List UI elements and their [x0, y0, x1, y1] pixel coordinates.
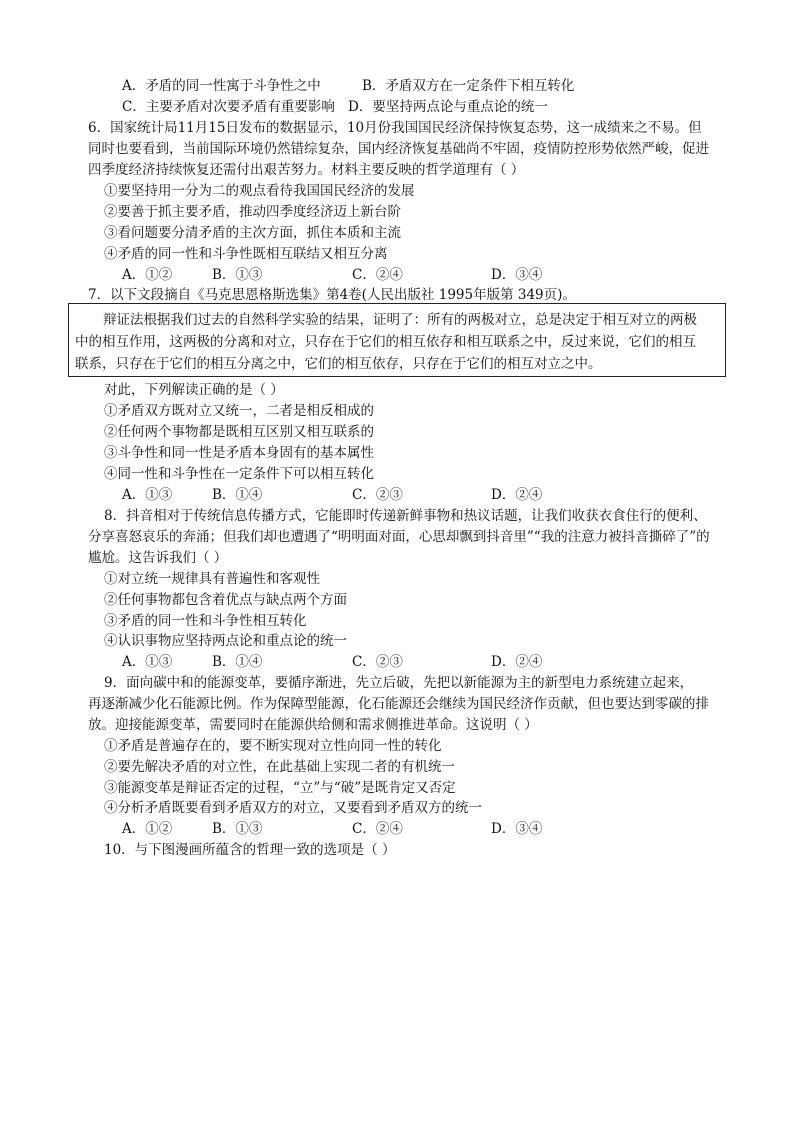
q9-line-3: 放。迎接能源变革，需要同时在能源供给侧和需求侧推进革命。这说明（ ）	[88, 717, 538, 733]
q9-option-c: C．②④	[352, 821, 403, 837]
q7-quote-line-2: 中的相互作用，这两极的分离和对立，只存在于它们的相互依存和相互联系之中，反过来说，它们的相互	[75, 334, 696, 350]
q9-item-2: ②要先解决矛盾的对立性，在此基础上实现二者的有机统一	[104, 759, 455, 775]
q9-option-d: D．③④	[491, 821, 543, 837]
q5-option-b: B．矛盾双方在一定条件下相互转化	[362, 78, 575, 94]
q7-option-b: B．①④	[212, 487, 263, 503]
q7-quote-box	[68, 303, 726, 377]
q7-intro: 7．以下文段摘自《马克思恩格斯选集》第4卷(人民出版社 1995年版第 349页)。	[88, 287, 576, 303]
q6-line-2: 同时也要看到，当前国际环境仍然错综复杂，国内经济恢复基础尚不牢固，疫情防控形势依然严峻，促进	[88, 141, 709, 157]
q6-item-4: ④矛盾的同一性和斗争性既相互联结又相互分离	[104, 246, 388, 262]
q9-line-2: 再逐渐减少化石能源比例。作为保障型能源，化石能源还会继续为国民经济作贡献，但也要达到零碳的排	[88, 696, 709, 712]
q9-option-b: B．①③	[212, 821, 263, 837]
q7-item-4: ④同一性和斗争性在一定条件下可以相互转化	[104, 466, 374, 482]
q8-item-4: ④认识事物应坚持两点论和重点论的统一	[104, 633, 347, 649]
q8-item-1: ①对立统一规律具有普遍性和客观性	[104, 571, 320, 587]
q6-option-c: C．②④	[352, 267, 403, 283]
q6-option-a: A．①②	[122, 267, 173, 283]
q7-item-2: ②任何两个事物都是既相互区别又相互联系的	[104, 424, 374, 440]
q7-quote-line-1: 辩证法根据我们过去的自然科学实验的结果，证明了：所有的两极对立，总是决定于相互对立的两极	[103, 312, 697, 328]
q6-line-1: 6．国家统计局11月15日发布的数据显示，10月份我国国民经济保持恢复态势，这一成绩来之不易。但	[88, 120, 702, 136]
q8-line-1: 8．抖音相对于传统信息传播方式，它能即时传递新鲜事物和热议话题，让我们收获衣食住行的便利、	[104, 508, 707, 524]
q8-item-2: ②任何事物都包含着优点与缺点两个方面	[104, 592, 347, 608]
q7-stem: 对此，下列解读正确的是（ ）	[104, 382, 284, 398]
q6-item-1: ①要坚持用一分为二的观点看待我国国民经济的发展	[104, 183, 415, 199]
q9-option-a: A．①②	[122, 821, 173, 837]
q7-item-3: ③斗争性和同一性是矛盾本身固有的基本属性	[104, 445, 374, 461]
q6-option-d: D．③④	[491, 267, 543, 283]
q8-line-3: 尴尬。这告诉我们（ ）	[88, 550, 228, 566]
q8-option-d: D．②④	[491, 654, 543, 670]
q9-item-1: ①矛盾是普遍存在的，要不断实现对立性向同一性的转化	[104, 738, 442, 754]
q7-option-a: A．①③	[122, 487, 173, 503]
q8-option-c: C．②③	[352, 654, 403, 670]
q9-line-1: 9．面向碳中和的能源变革，要循序渐进，先立后破，先把以新能源为主的新型电力系统建立起来，	[104, 675, 694, 691]
q8-line-2: 分享喜怒哀乐的奔涌；但我们却也遭遇了“明明面对面，心思却飘到抖音里”“我的注意力被抖音撕碎了”的	[88, 529, 710, 545]
q5-option-a: A．矛盾的同一性寓于斗争性之中	[122, 78, 321, 94]
q6-item-2: ②要善于抓主要矛盾，推动四季度经济迈上新台阶	[104, 204, 401, 220]
q8-option-a: A．①③	[122, 654, 173, 670]
q7-item-1: ①矛盾双方既对立又统一，二者是相反相成的	[104, 403, 374, 419]
q9-item-3: ③能源变革是辩证否定的过程，“立”与“破”是既肯定又否定	[104, 780, 456, 796]
q8-item-3: ③矛盾的同一性和斗争性相互转化	[104, 613, 307, 629]
q6-item-3: ③看问题要分清矛盾的主次方面，抓住本质和主流	[104, 225, 401, 241]
q7-option-c: C．②③	[352, 487, 403, 503]
q8-option-b: B．①④	[212, 654, 263, 670]
q9-item-4: ④分析矛盾既要看到矛盾双方的对立，又要看到矛盾双方的统一	[104, 800, 482, 816]
q7-quote-line-3: 联系，只存在于它们的相互分离之中，它们的相互依存，只存在于它们的相互对立之中。	[75, 356, 602, 372]
q5-option-d: D．要坚持两点论与重点论的统一	[348, 99, 548, 115]
q6-line-3: 四季度经济持续恢复还需付出艰苦努力。材料主要反映的哲学道理有（ ）	[88, 162, 525, 178]
q5-option-c: C．主要矛盾对次要矛盾有重要影响	[122, 99, 335, 115]
q7-option-d: D．②④	[491, 487, 543, 503]
q6-option-b: B．①③	[212, 267, 263, 283]
q10-stem: 10．与下图漫画所蕴含的哲理一致的选项是（ ）	[104, 842, 396, 858]
